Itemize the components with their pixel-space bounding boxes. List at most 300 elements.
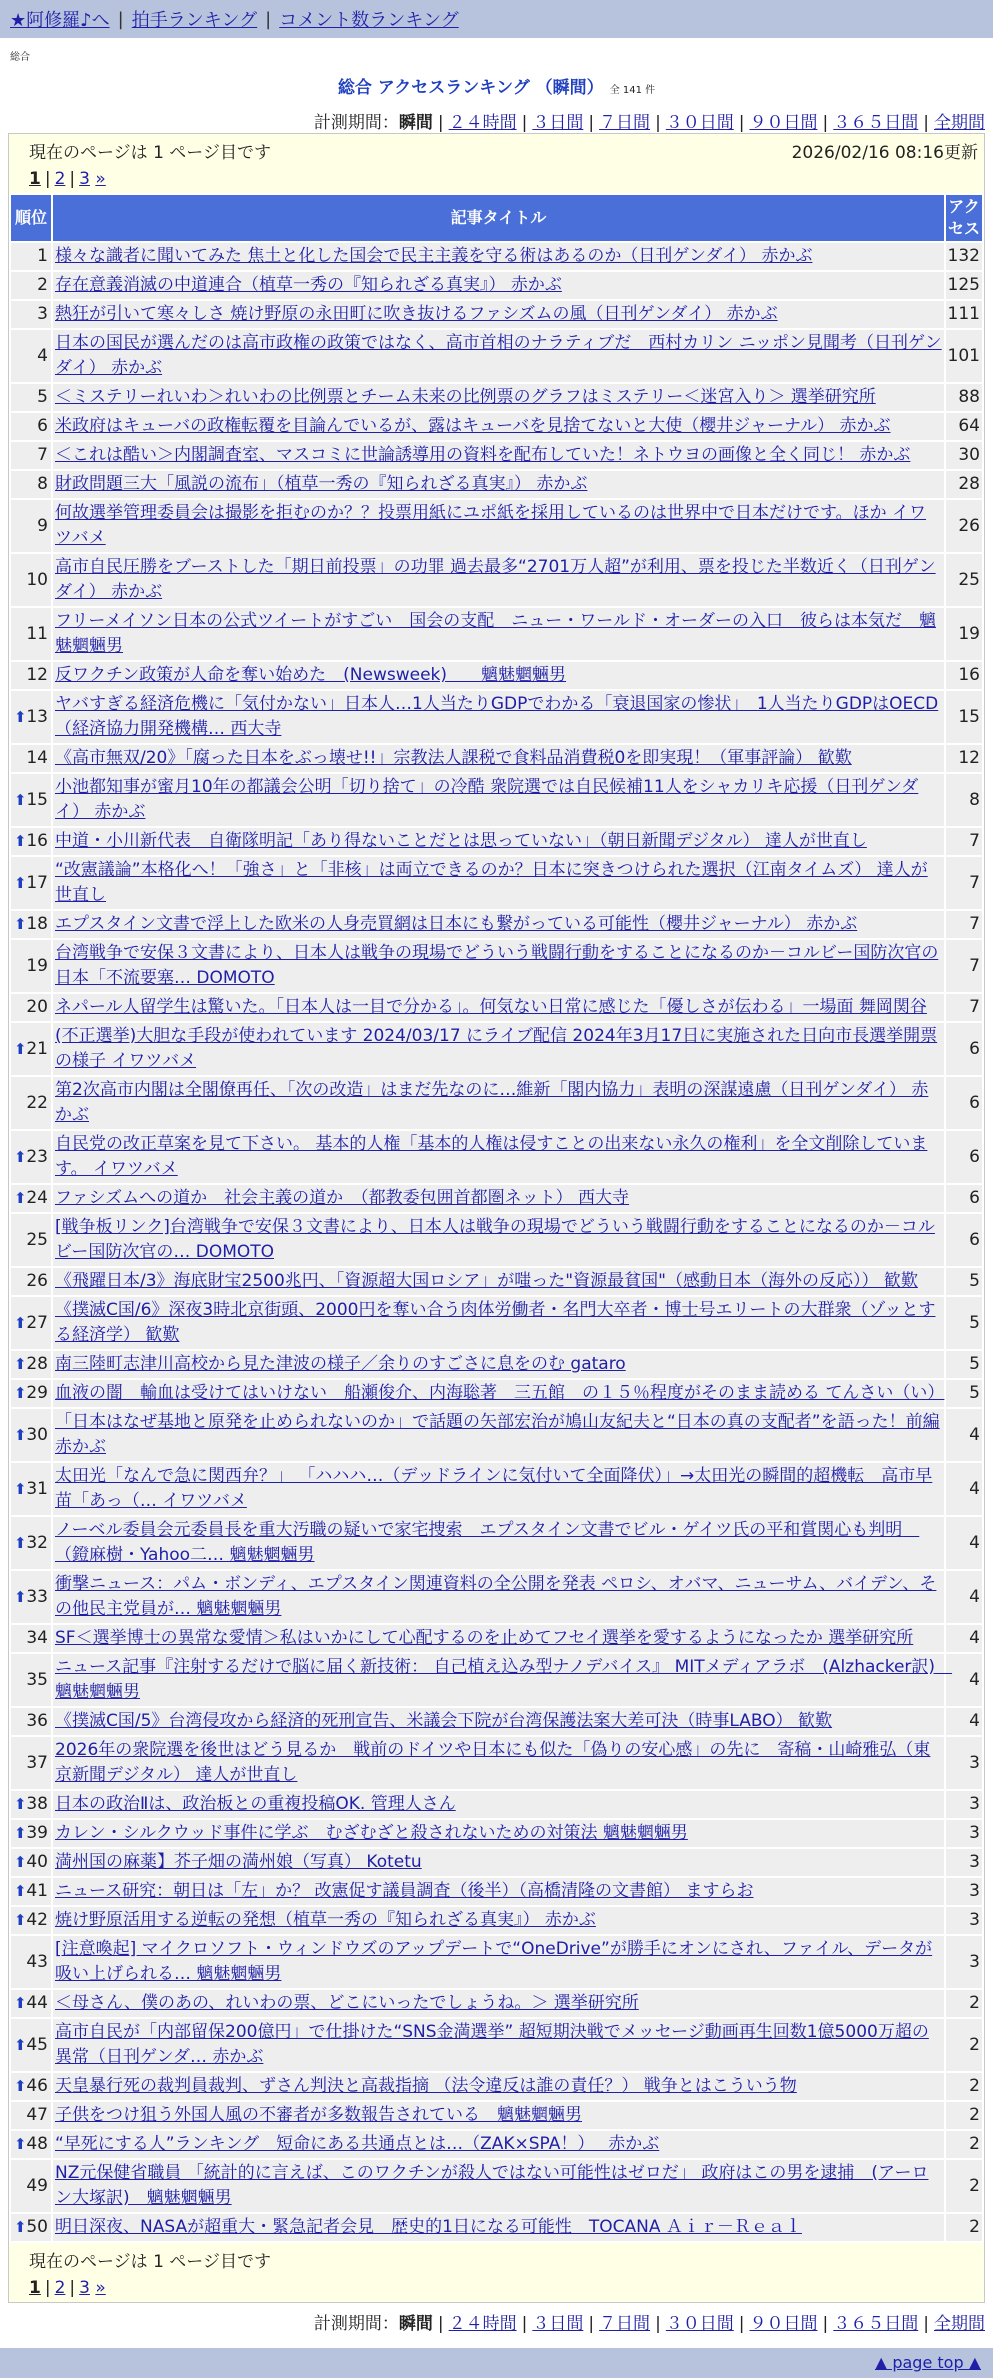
access-count: 4 — [946, 1654, 982, 1706]
rank-up-arrow-icon: ⬆ — [14, 1425, 27, 1444]
table-row — [11, 330, 982, 382]
access-count: 7 — [946, 857, 982, 909]
rank-number: 47 — [26, 2105, 48, 2125]
access-count: 88 — [946, 384, 982, 411]
rank-number: 49 — [26, 2175, 48, 2196]
rank-cell — [11, 471, 51, 498]
article-link[interactable]: 焼け野原活用する逆転の発想（植草一秀の『知られざる真実』） 赤かぶ — [55, 1910, 596, 1930]
access-count: 6 — [946, 1023, 982, 1075]
rank-number: 9 — [37, 515, 48, 536]
rank-number: 4 — [37, 345, 48, 366]
article-link[interactable]: “改憲議論”本格化へ！「強さ」と「非核」は両立できるのか？日本に突きつけられた選択（江南タイムズ） 達人が世直し — [55, 860, 928, 905]
table-row — [11, 1185, 982, 1212]
access-count: 6 — [946, 1214, 982, 1266]
rank-cell — [11, 330, 51, 382]
rank-up-arrow-icon: ⬆ — [14, 1853, 27, 1871]
article-link[interactable]: 財政問題三大「風説の流布」（植草一秀の『知られざる真実』） 赤かぶ — [55, 474, 588, 494]
access-count: 2 — [946, 1990, 982, 2017]
access-count: 6 — [946, 1131, 982, 1183]
title-cell — [53, 1791, 944, 1818]
access-count: 3 — [946, 1737, 982, 1789]
article-link[interactable]: 「日本はなぜ基地と原発を止められないのか」で話題の矢部宏治が鳩山友紀夫と“日本の真の支配者”を語った！前編 赤かぶ — [55, 1412, 940, 1457]
access-count: 4 — [946, 1625, 982, 1652]
nav-separator: | — [265, 8, 272, 30]
rank-cell — [11, 2019, 51, 2071]
article-link[interactable]: [注意喚起] マイクロソフト・ウィンドウズのアップデートで“OneDrive”が勝手にオンにされ、ファイル、データが吸い上げられる… 魑魅魍魎男 — [55, 1939, 933, 1984]
title-cell — [53, 1849, 944, 1876]
rank-cell — [11, 1214, 51, 1266]
table-row — [11, 1936, 982, 1988]
page-separator: | — [44, 2278, 51, 2298]
title-cell — [53, 1463, 944, 1515]
article-link[interactable]: 自民党の改正草案を見て下さい。 基本的人権「基本的人権は侵すことの出来ない永久の権利」を全文削除しています。 イワツバメ — [55, 1134, 928, 1179]
article-link[interactable]: 衝撃ニュース：パム・ボンディ、エプスタイン関連資料の全公開を発表 ペロシ、オバマ、ニューサム、バイデン、その他民主党員が… 魑魅魍魎男 — [55, 1574, 937, 1619]
rank-cell — [11, 691, 51, 743]
table-row — [11, 940, 982, 992]
table-row — [11, 471, 982, 498]
period-link[interactable]: ３６５日間 — [833, 2314, 919, 2334]
article-link[interactable]: 小池都知事が蜜月10年の都議会公明「切り捨て」の冷酷 衆院選では自民候補11人をシャカリキ応援（日刊ゲンダイ） 赤かぶ — [55, 777, 919, 822]
rank-up-arrow-icon: ⬆ — [14, 2135, 27, 2153]
article-link[interactable]: 天皇暴行死の裁判員裁判、ずさん判決と高裁指摘 （法令違反は誰の責任？） 戦争とはこういう物 — [55, 2076, 797, 2096]
article-link[interactable]: 高市自民圧勝をブーストした「期日前投票」の功罪 過去最多“2701万人超”が利用、票を投じた半数近く（日刊ゲンダイ） 赤かぶ — [55, 557, 936, 602]
rank-number: 16 — [26, 831, 48, 851]
asyura-home-link[interactable]: ★阿修羅♪へ — [10, 10, 110, 31]
article-link[interactable]: 高市自民が「内部留保200億円」で仕掛けた“SNS金満選挙” 超短期決戦でメッセージ動画再生回数1億5000万超の異常（日刊ゲンダ… 赤かぶ — [55, 2022, 929, 2067]
rank-number: 6 — [37, 416, 48, 436]
access-count: 8 — [946, 774, 982, 826]
article-link[interactable]: ネパール人留学生は驚いた。「日本人は一目で分かる」。何気ない日常に感じた「優しさが伝わる」一場面 舞岡関谷 — [55, 997, 927, 1017]
period-link[interactable]: ３６５日間 — [833, 113, 919, 133]
period-link[interactable]: ７日間 — [599, 2314, 651, 2334]
table-row — [11, 2214, 982, 2241]
period-separator: | — [521, 2314, 528, 2334]
article-link[interactable]: ノーベル委員会元委員長を重大汚職の疑いで家宅捜索 エプスタイン文書でビル・ゲイツ氏の平和賞関心も判明 （鐙麻樹・Yahoo二… 魑魅魍魎男 — [55, 1520, 920, 1565]
rank-cell — [11, 554, 51, 606]
article-link[interactable]: エプスタイン文書で浮上した欧米の人身売買網は日本にも繋がっている可能性（櫻井ジャーナル） 赤かぶ — [55, 914, 858, 934]
period-link[interactable]: ３０日間 — [665, 113, 734, 133]
article-link[interactable]: 子供をつけ狙う外国人風の不審者が多数報告されている 魑魅魍魎男 — [55, 2105, 582, 2125]
ranking-title-row — [0, 73, 993, 98]
article-link[interactable]: SF＜選挙博士の異常な愛情＞私はいかにして心配するのを止めてフセイ選挙を愛するようになったか 選挙研究所 — [55, 1628, 914, 1648]
table-row — [11, 1297, 982, 1349]
rank-number: 10 — [26, 569, 48, 590]
period-label: 計測期間： — [313, 113, 399, 133]
rank-up-arrow-icon: ⬆ — [14, 2218, 27, 2236]
header-title: 記事タイトル — [53, 195, 944, 241]
table-row — [11, 1131, 982, 1183]
period-separator: | — [923, 2314, 929, 2334]
title-cell — [53, 2214, 944, 2241]
page-current: 1 — [29, 169, 41, 189]
article-link[interactable]: ヤバすぎる経済危機に「気付かない」日本人…1人当たりGDPでわかる「衰退国家の惨状」 1人当たりGDPはOECD（経済協力開発機構… 西大寺 — [55, 694, 939, 739]
rank-number: 3 — [37, 304, 48, 324]
table-row — [11, 1380, 982, 1407]
article-link[interactable]: 明日深夜、NASAが超重大・緊急記者会見 歴史的1日になる可能性 TOCANA Ａｉｒ－Ｒｅａｌ — [55, 2217, 802, 2237]
rank-cell — [11, 940, 51, 992]
rank-number: 11 — [26, 623, 48, 644]
rank-number: 43 — [26, 1951, 48, 1972]
article-link[interactable]: NZ元保健省職員 「統計的に言えば、このワクチンが殺人ではない可能性はゼロだ」 政府はこの男を逮捕 (アーロン大塚訳) 魑魅魍魎男 — [55, 2163, 929, 2208]
rank-cell — [11, 1185, 51, 1212]
article-link[interactable]: 中道・小川新代表 自衛隊明記「あり得ないことだとは思っていない」（朝日新聞デジタル） 達人が世直し — [55, 831, 867, 851]
period-link[interactable]: ９０日間 — [749, 2314, 818, 2334]
period-link[interactable]: ２４時間 — [448, 2314, 517, 2334]
article-link[interactable]: ＜ミステリーれいわ＞れいわの比例票とチーム未来の比例票のグラフはミステリー＜迷宮入り＞ 選挙研究所 — [55, 387, 876, 407]
title-cell — [53, 1517, 944, 1569]
table-row — [11, 1023, 982, 1075]
article-link[interactable]: 日本の国民が選んだのは高市政権の政策ではなく、高市首相のナラティブだ 西村カリン ニッポン見聞考（日刊ゲンダイ） 赤かぶ — [55, 333, 942, 378]
table-row — [11, 1708, 982, 1735]
rank-number: 8 — [37, 474, 48, 494]
access-count: 3 — [946, 1820, 982, 1847]
rank-cell — [11, 1654, 51, 1706]
period-link[interactable]: 全期間 — [934, 2314, 985, 2334]
rank-up-arrow-icon: ⬆ — [14, 1039, 27, 1058]
rank-up-arrow-icon: ⬆ — [14, 1533, 27, 1552]
article-link[interactable]: 日本の政治Ⅱは、政治板との重複投稿OK. 管理人さん — [55, 1794, 456, 1814]
article-link[interactable]: フリーメイソン日本の公式ツイートがすごい 国会の支配 ニュー・ワールド・オーダーの入口 彼らは本気だ 魑魅魍魎男 — [55, 611, 936, 656]
page-link[interactable]: 3 — [79, 169, 90, 189]
title-cell — [53, 330, 944, 382]
page-link[interactable]: 2 — [54, 2278, 66, 2298]
rank-cell — [11, 608, 51, 660]
top-nav — [0, 0, 993, 38]
access-count: 132 — [946, 243, 982, 270]
article-link[interactable]: 2026年の衆院選を後世はどう見るか 戦前のドイツや日本にも似た「偽りの安心感」の先に 寄稿・山崎雅弘（東京新聞デジタル） 達人が世直し — [55, 1740, 931, 1785]
table-row — [11, 745, 982, 772]
page-separator: | — [44, 169, 51, 189]
access-count: 5 — [946, 1297, 982, 1349]
ranking-rows — [11, 243, 982, 2241]
article-link[interactable]: 反ワクチン政策が人命を奪い始めた (Newsweek) 魑魅魍魎男 — [55, 665, 567, 685]
rank-up-arrow-icon: ⬆ — [14, 1479, 27, 1498]
access-count: 16 — [946, 662, 982, 689]
rank-cell — [11, 774, 51, 826]
rank-cell — [11, 857, 51, 909]
rank-number: 45 — [26, 2034, 48, 2055]
table-row — [11, 2102, 982, 2129]
access-count: 30 — [946, 442, 982, 469]
article-link[interactable]: ＜母さん、僕のあの、れいわの票、どこにいったでしょうね。＞ 選挙研究所 — [55, 1993, 639, 2013]
rank-cell — [11, 2102, 51, 2129]
period-link[interactable]: ２４時間 — [448, 113, 517, 133]
rank-cell — [11, 1571, 51, 1623]
period-separator: | — [923, 113, 929, 133]
page-top-link[interactable]: ▲ page top ▲ — [874, 2353, 981, 2372]
rank-cell — [11, 1517, 51, 1569]
title-cell — [53, 1185, 944, 1212]
page-info-top — [9, 134, 984, 193]
table-row — [11, 1351, 982, 1378]
header-access: アクセス — [946, 195, 982, 241]
rank-up-arrow-icon: ⬆ — [14, 1824, 27, 1842]
access-count: 15 — [946, 691, 982, 743]
rank-number: 38 — [26, 1794, 48, 1814]
rank-cell — [11, 1297, 51, 1349]
period-current: 瞬間 — [398, 2314, 433, 2334]
article-link[interactable]: 熱狂が引いて寒々しさ 焼け野原の永田町に吹き抜けるファシズムの風（日刊ゲンダイ） 赤かぶ — [55, 304, 778, 324]
title-cell — [53, 828, 944, 855]
period-separator: | — [437, 2314, 444, 2334]
title-cell — [53, 384, 944, 411]
title-cell — [53, 301, 944, 328]
rank-cell — [11, 1131, 51, 1183]
table-row — [11, 384, 982, 411]
page-next-link[interactable]: » — [95, 2278, 106, 2298]
title-cell — [53, 1268, 944, 1295]
rank-number: 13 — [26, 706, 48, 727]
title-cell — [53, 1878, 944, 1905]
title-cell — [53, 2019, 944, 2071]
article-link[interactable]: 南三陸町志津川高校から見た津波の様子／余りのすごさに息をのむ gataro — [55, 1354, 626, 1374]
access-count: 5 — [946, 1351, 982, 1378]
title-cell — [53, 1907, 944, 1934]
nav-separator: | — [117, 8, 124, 30]
period-separator: | — [822, 2314, 829, 2334]
rank-cell — [11, 1907, 51, 1934]
access-count: 101 — [946, 330, 982, 382]
access-count: 28 — [946, 471, 982, 498]
table-row — [11, 1077, 982, 1129]
table-row — [11, 662, 982, 689]
article-link[interactable]: 《撲滅C国/6》深夜3時北京街頭、2000円を奪い合う肉体労働者・名門大卒者・博士号エリートの大群衆（ゾッとする経済学） 歓歎 — [55, 1300, 936, 1345]
rank-number: 7 — [37, 445, 48, 465]
page-link[interactable]: 3 — [79, 2278, 90, 2298]
page-next-link[interactable]: » — [95, 169, 106, 189]
rank-up-arrow-icon: ⬆ — [14, 1994, 27, 2012]
article-link[interactable]: 太田光「なんで急に関西弁？」 「ハハハ…（デッドラインに気付いて全面降伏）」→太田光の瞬間的超機転 高市早苗「あっ（… イワツバメ — [55, 1466, 933, 1511]
category-label: 総合 — [10, 52, 30, 63]
article-link[interactable]: 《飛躍日本/3》海底財宝2500兆円、「資源超大国ロシア」が嗤った"資源最貧国"（感動日本（海外の反応）） 歓歎 — [55, 1271, 918, 1291]
rank-cell — [11, 1878, 51, 1905]
access-count: 4 — [946, 1571, 982, 1623]
period-separator: | — [655, 2314, 661, 2334]
rank-number: 46 — [26, 2076, 48, 2096]
table-row — [11, 1571, 982, 1623]
period-current: 瞬間 — [398, 113, 433, 133]
access-count: 4 — [946, 1463, 982, 1515]
article-link[interactable]: ニュース研究：朝日は「左」か？ 改憲促す議員調査（後半）（高橋清隆の文書館） ますらお — [55, 1881, 754, 1901]
period-label: 計測期間： — [313, 2314, 399, 2334]
title-cell — [53, 1737, 944, 1789]
period-link[interactable]: ９０日間 — [749, 113, 818, 133]
rank-number: 42 — [26, 1910, 48, 1930]
rank-cell — [11, 1409, 51, 1461]
article-link[interactable]: ファシズムへの道か 社会主義の道か （都教委包囲首都圏ネット） 西大寺 — [55, 1188, 630, 1208]
rank-cell — [11, 1820, 51, 1847]
applause-ranking-link[interactable]: 拍手ランキング — [131, 10, 258, 31]
rank-number: 50 — [26, 2217, 48, 2237]
rank-number: 5 — [37, 387, 48, 407]
article-link[interactable]: 存在意義消滅の中道連合（植草一秀の『知られざる真実』） 赤かぶ — [55, 275, 562, 295]
title-cell — [53, 2073, 944, 2100]
rank-up-arrow-icon: ⬆ — [14, 1147, 27, 1166]
rank-up-arrow-icon: ⬆ — [14, 1189, 27, 1207]
rank-cell — [11, 1791, 51, 1818]
rank-number: 33 — [26, 1586, 48, 1607]
article-link[interactable]: 第2次高市内閣は全閣僚再任、「次の改造」はまだ先なのに…維新「閣内協力」表明の深謀遠慮（日刊ゲンダイ） 赤かぶ — [55, 1080, 929, 1125]
article-link[interactable]: ニュース記事『注射するだけで脳に届く新技術： 自己植え込み型ナノデバイス』 MITメディアラボ (Alzhacker訳) 魑魅魍魎男 — [55, 1657, 953, 1702]
table-row — [11, 911, 982, 938]
rank-number: 40 — [26, 1852, 48, 1872]
title-cell — [53, 911, 944, 938]
article-link[interactable]: 《高市無双/20》「腐った日本をぶっ壊せ!!」宗教法人課税で食料品消費税0を即実現！（軍事評論） 歓歎 — [55, 748, 852, 768]
article-link[interactable]: 何故選挙管理委員会は撮影を拒むのか？？投票用紙にユポ紙を採用しているのは世界中で日本だけです。ほか イワツバメ — [55, 503, 927, 548]
table-header-row — [11, 195, 982, 241]
ranking-box — [8, 133, 985, 2303]
rank-number: 19 — [26, 955, 48, 976]
rank-number: 12 — [26, 665, 48, 685]
table-row — [11, 1990, 982, 2017]
period-separator: | — [588, 2314, 595, 2334]
period-selector-bottom — [0, 2309, 993, 2334]
rank-cell — [11, 911, 51, 938]
title-cell — [53, 1351, 944, 1378]
rank-cell — [11, 301, 51, 328]
rank-cell — [11, 1077, 51, 1129]
access-count: 26 — [946, 500, 982, 552]
table-row — [11, 857, 982, 909]
rank-up-arrow-icon: ⬆ — [14, 1384, 27, 1402]
period-separator: | — [738, 2314, 745, 2334]
access-count: 2 — [946, 2131, 982, 2158]
access-count: 3 — [946, 1849, 982, 1876]
rank-up-arrow-icon: ⬆ — [14, 1882, 27, 1900]
article-link[interactable]: [戦争板リンク]台湾戦争で安保３文書により、日本人は戦争の現場でどういう戦闘行動をすることになるのか－コルビー国防次官の… DOMOTO — [55, 1217, 935, 1262]
period-separator: | — [655, 113, 661, 133]
updated-timestamp: 2026/02/16 08:16更新 — [791, 143, 978, 163]
article-link[interactable]: (不正選挙)大胆な手段が使われています 2024/03/17 にライブ配信 2024年3月17日に実施された日向市長選挙開票の様子 イワツバメ — [55, 1026, 938, 1071]
title-cell — [53, 1654, 953, 1706]
period-link[interactable]: 全期間 — [934, 113, 985, 133]
title-cell — [53, 272, 944, 299]
rank-number: 37 — [26, 1752, 48, 1773]
rank-up-arrow-icon: ⬆ — [14, 832, 27, 850]
table-row — [11, 1625, 982, 1652]
table-row — [11, 1878, 982, 1905]
table-row — [11, 828, 982, 855]
article-link[interactable]: “早死にする人”ランキング 短命にある共通点とは…（ZAK×SPA！） 赤かぶ — [55, 2134, 660, 2154]
table-row — [11, 1409, 982, 1461]
rank-number: 30 — [26, 1424, 48, 1445]
period-separator: | — [738, 113, 745, 133]
access-count: 3 — [946, 1791, 982, 1818]
rank-cell — [11, 1849, 51, 1876]
title-cell — [53, 1990, 944, 2017]
rank-cell — [11, 1463, 51, 1515]
access-count: 125 — [946, 272, 982, 299]
title-cell — [53, 500, 944, 552]
rank-up-arrow-icon: ⬆ — [14, 1911, 27, 1929]
table-row — [11, 608, 982, 660]
title-cell — [53, 413, 944, 440]
rank-number: 36 — [26, 1711, 48, 1731]
period-separator: | — [588, 113, 595, 133]
article-link[interactable]: ＜これは酷い＞内閣調査室、マスコミに世論誘導用の資料を配布していた！ネトウヨの画像と全く同じ！ 赤かぶ — [55, 445, 911, 465]
title-cell — [53, 1380, 944, 1407]
article-link[interactable]: カレン・シルクウッド事件に学ぶ むざむざと殺されないための対策法 魑魅魍魎男 — [55, 1823, 688, 1843]
title-cell — [53, 691, 944, 743]
rank-cell — [11, 2160, 51, 2212]
pagination-bottom — [29, 2278, 978, 2298]
title-cell — [53, 940, 944, 992]
table-row — [11, 774, 982, 826]
access-count: 6 — [946, 1185, 982, 1212]
title-cell — [53, 243, 944, 270]
period-separator: | — [822, 113, 829, 133]
page-link[interactable]: 2 — [54, 169, 66, 189]
page-separator: | — [69, 2278, 76, 2298]
rank-number: 27 — [26, 1312, 48, 1333]
rank-number: 29 — [26, 1383, 48, 1403]
title-cell — [53, 1077, 944, 1129]
rank-number: 31 — [26, 1478, 48, 1499]
article-link[interactable]: 《撲滅C国/5》台湾侵攻から経済的死刑宣告、米議会下院が台湾保護法案大差可決（時事LABO） 歓歎 — [55, 1711, 833, 1731]
table-row — [11, 301, 982, 328]
table-row — [11, 1463, 982, 1515]
page-current: 1 — [29, 2278, 41, 2298]
article-link[interactable]: 血液の闇 輸血は受けてはいけない 船瀬俊介、内海聡著 三五館 の１５％程度がそのまま読める てんさい（い） — [55, 1383, 945, 1403]
table-row — [11, 1849, 982, 1876]
period-link[interactable]: ３０日間 — [665, 2314, 734, 2334]
table-row — [11, 2073, 982, 2100]
table-row — [11, 442, 982, 469]
rank-number: 14 — [26, 748, 48, 768]
article-link[interactable]: 満州国の麻薬】芥子畑の満州娘（写真） Kotetu — [55, 1852, 422, 1872]
access-count: 2 — [946, 2214, 982, 2241]
access-count: 4 — [946, 1409, 982, 1461]
table-row — [11, 2160, 982, 2212]
rank-cell — [11, 2073, 51, 2100]
rank-up-arrow-icon: ⬆ — [14, 1795, 27, 1813]
access-count: 25 — [946, 554, 982, 606]
article-link[interactable]: 米政府はキューバの政権転覆を目論んでいるが、露はキューバを見捨てないと大使（櫻井ジャーナル） 赤かぶ — [55, 416, 891, 436]
title-cell — [53, 994, 944, 1021]
rank-up-arrow-icon: ⬆ — [14, 1355, 27, 1373]
table-row — [11, 1654, 982, 1706]
rank-number: 34 — [26, 1628, 48, 1648]
rank-cell — [11, 442, 51, 469]
ranking-table — [9, 193, 984, 2243]
access-count: 5 — [946, 1380, 982, 1407]
title-cell — [53, 1625, 944, 1652]
article-link[interactable]: 台湾戦争で安保３文書により、日本人は戦争の現場でどういう戦闘行動をすることになるのか－コルビー国防次官の日本「不流要塞… DOMOTO — [55, 943, 939, 988]
table-row — [11, 1517, 982, 1569]
item-count: 全 141 件 — [609, 85, 656, 96]
period-separator: | — [437, 113, 444, 133]
rank-number: 18 — [26, 914, 48, 934]
rank-number: 23 — [26, 1146, 48, 1167]
table-row — [11, 2131, 982, 2158]
rank-number: 32 — [26, 1532, 48, 1553]
access-count: 6 — [946, 1077, 982, 1129]
rank-cell — [11, 1737, 51, 1789]
table-row — [11, 1214, 982, 1266]
article-link[interactable]: 様々な識者に聞いてみた 焦土と化した国会で民主主義を守る術はあるのか（日刊ゲンダイ） 赤かぶ — [55, 246, 813, 266]
table-row — [11, 994, 982, 1021]
title-cell — [53, 608, 944, 660]
comment-ranking-link[interactable]: コメント数ランキング — [279, 10, 459, 31]
rank-cell — [11, 272, 51, 299]
rank-number: 48 — [26, 2134, 48, 2154]
period-link[interactable]: ７日間 — [599, 113, 651, 133]
table-row — [11, 413, 982, 440]
period-link[interactable]: ３日間 — [532, 113, 584, 133]
rank-cell — [11, 1990, 51, 2017]
table-row — [11, 1791, 982, 1818]
period-link[interactable]: ３日間 — [532, 2314, 584, 2334]
